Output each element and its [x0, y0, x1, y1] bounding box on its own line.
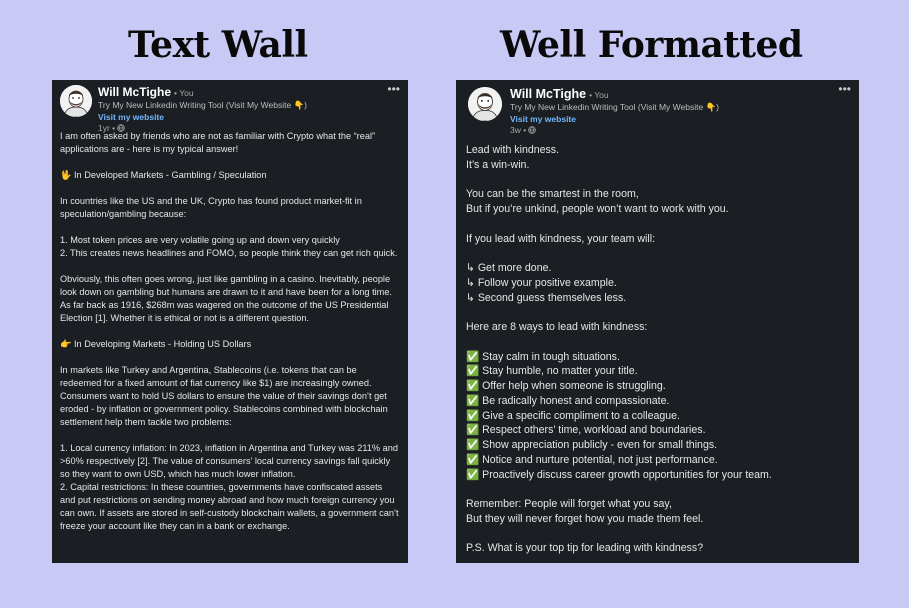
- more-options-icon[interactable]: •••: [838, 82, 851, 96]
- more-options-icon[interactable]: •••: [387, 82, 400, 96]
- avatar-portrait-icon: [60, 85, 92, 117]
- globe-icon: [117, 124, 125, 132]
- avatar[interactable]: [60, 85, 92, 117]
- you-badge: • You: [589, 90, 609, 100]
- visit-website-link[interactable]: Visit my website: [510, 114, 576, 124]
- you-badge: • You: [174, 88, 194, 98]
- author-name[interactable]: Will McTighe: [510, 87, 587, 101]
- post-meta: [98, 85, 307, 133]
- text-wall-heading: Text Wall: [128, 24, 308, 66]
- post-timestamp: [510, 125, 719, 135]
- post-text: I am often asked by friends who are not as familiar with Crypto what the “real” applications are - here is my typical answer! 🖖 In Developed Markets - Gambling / Speculation In countries like the US and the UK, Crypto has found product market-fit in speculation/gambling because: 1. Most token prices are very volatile going up and down very quickly 2. This creates news headlines and FOMO, so people think they can get rich quick. Obviously, this often goes wrong, just like gambling in a casino. Inevitably, people look down on gambling but humans are drawn to it and have been for a long time. As far back as 1916, $268m was wagered on the outcome of the US Presidential Election [1]. Whether it is ethical or not is a different question. 👉 In Developing Markets - Holding US Dollars In markets like Turkey and Argentina, Stablecoins (i.e. tokens that can be redeemed for a fixed amount of fiat currency like $1) are increasingly owned. Consumers want to hold US dollars to ensure the value of their savings don’t get eroded - by inflation or government policy. Stablecoins combined with blockchain settlement help them tackle two problems: 1. Local currency inflation: In 2023, inflation in Argentina and Turkey was 211% and >60% respectively [2]. The value of consumers’ local currency savings fall quickly so they want to own USD, which has much lower inflation. 2. Capital restrictions: In these countries, governments have confiscated assets and put restrictions on sending money abroad and how much foreign currency you can own. If assets are stored in self-custody blockchain wallets, a government can’t freeze your account like they can in a bank or exchange.: [60, 131, 399, 531]
- author-tagline: Try My New Linkedin Writing Tool (Visit My Website 👇): [510, 102, 719, 112]
- post-time: 1yr •: [98, 123, 116, 133]
- post-card-text-wall: [52, 80, 408, 563]
- avatar[interactable]: [468, 87, 502, 121]
- post-header: [456, 80, 859, 135]
- post-card-well-formatted: [456, 80, 859, 563]
- post-text: Lead with kindness. It’s a win-win. You can be the smartest in the room, But if you’re unkind, people won’t want to work with you. If you lead with kindness, your team will: ↳ Get more done. ↳ Follow your positive example. ↳ Second guess themselves less. Here are 8 ways to lead with kindness: ✅ Stay calm in tough situations. ✅ Stay humble, no matter your title. ✅ Offer help when someone is struggling. ✅ Be radically honest and compassionate. ✅ Give a specific compliment to a colleague. ✅ Respect others’ time, workload and boundaries. ✅ Show appreciation publicly - even for small things. ✅ Notice and nurture potential, not just performance. ✅ Proactively discuss career growth opportunities for your team. Remember: People will forget what you say, But they will never forget how you made them feel. P.S. What is your top tip for leading with kindness?: [466, 144, 772, 555]
- avatar-portrait-icon: [468, 87, 502, 121]
- visit-website-link[interactable]: Visit my website: [98, 112, 164, 122]
- author-tagline: Try My New Linkedin Writing Tool (Visit My Website 👇): [98, 100, 307, 110]
- author-name[interactable]: Will McTighe: [98, 85, 172, 99]
- post-meta: [510, 87, 719, 135]
- globe-icon: [528, 126, 536, 134]
- post-time: 3w •: [510, 125, 527, 135]
- post-timestamp: [98, 123, 307, 133]
- post-header: [52, 80, 408, 133]
- well-formatted-heading: Well Formatted: [500, 24, 803, 66]
